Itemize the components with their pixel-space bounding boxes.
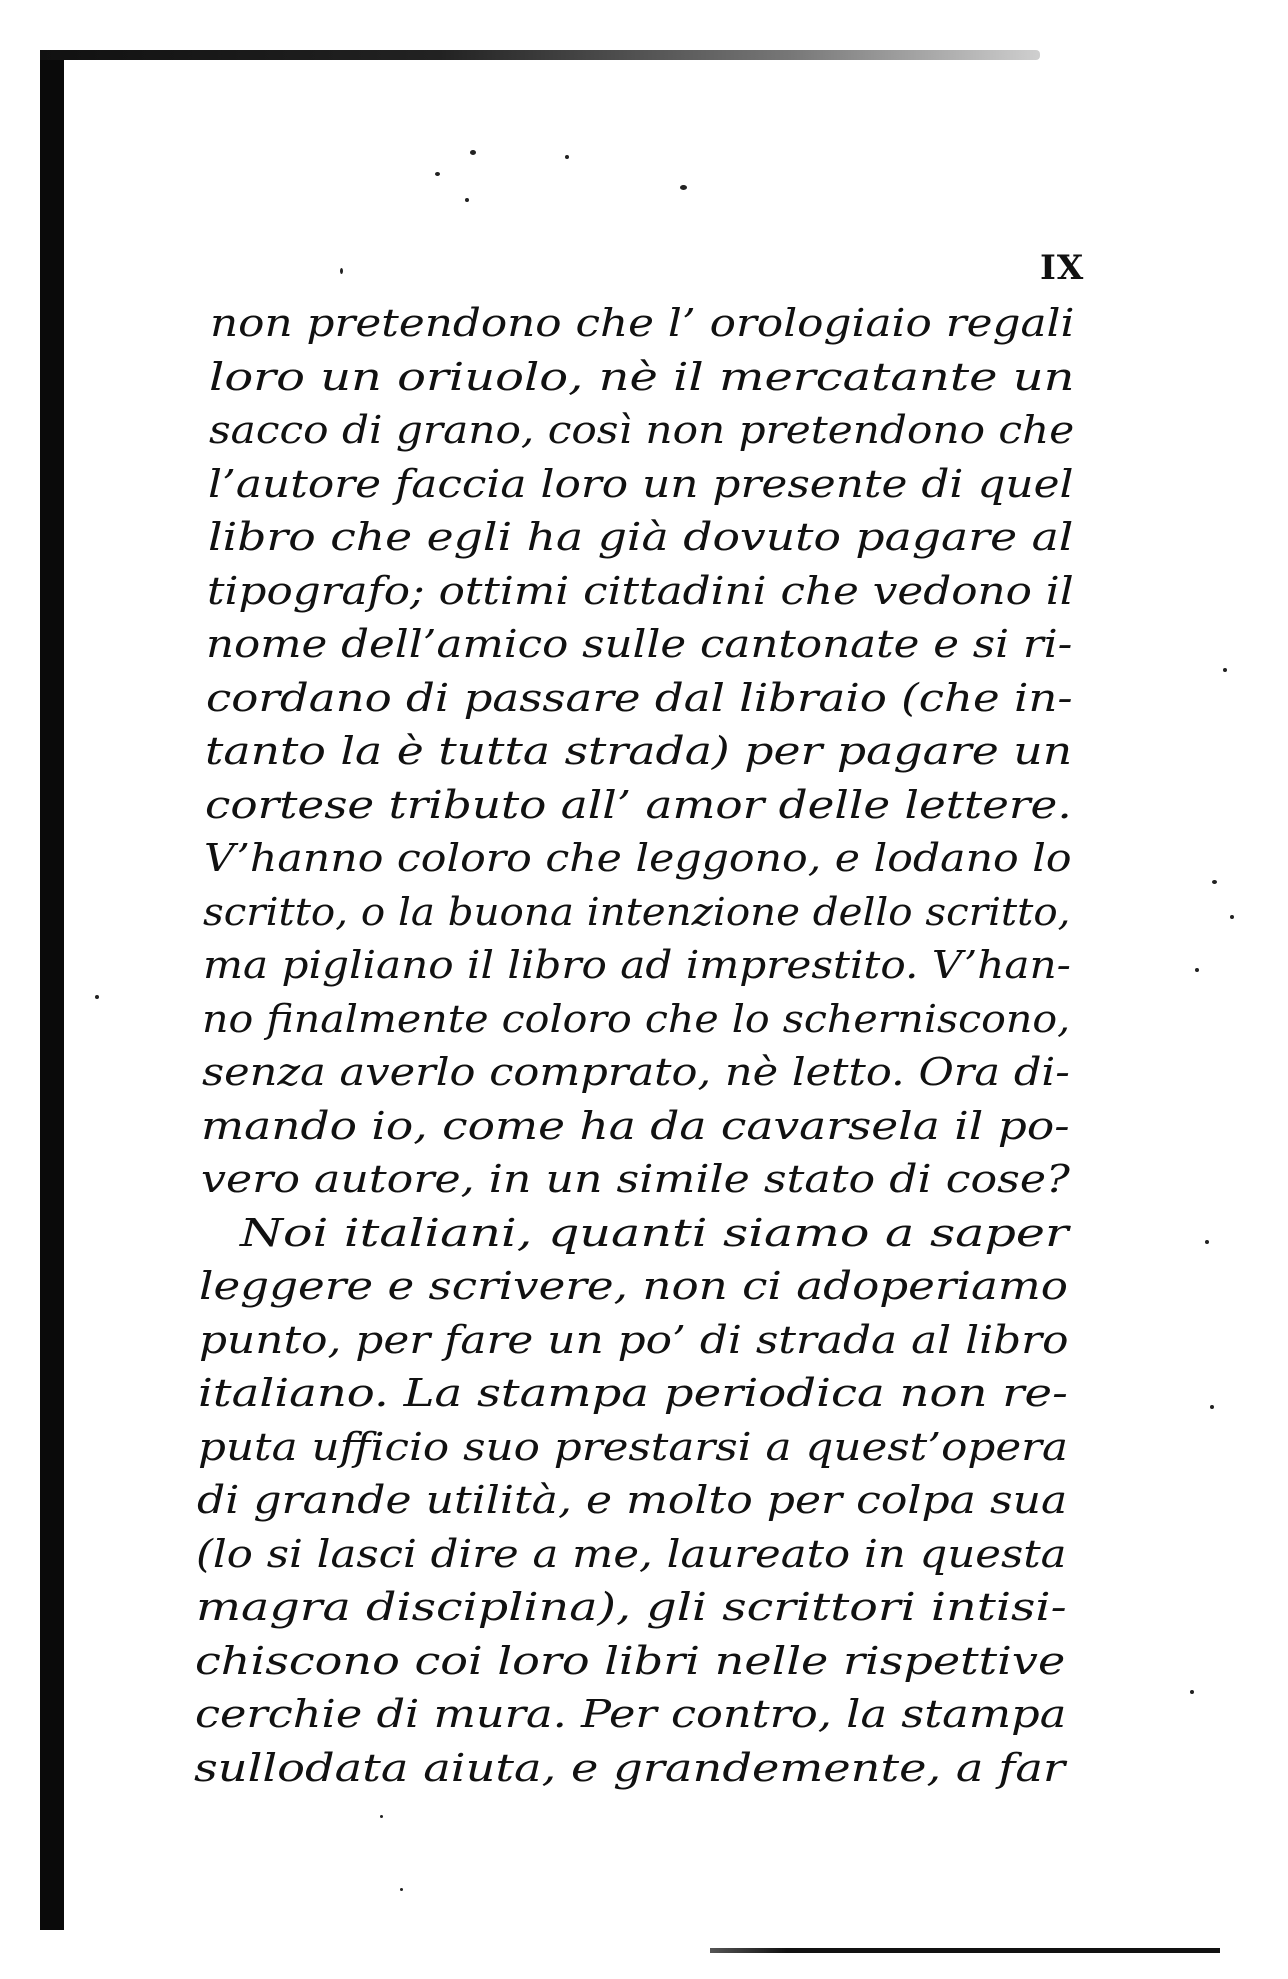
text-line: mando io, come ha da cavarsela il po- [201, 1103, 1070, 1148]
print-speck [95, 995, 99, 999]
print-speck [1223, 668, 1227, 672]
text-line: puta ufficio suo prestarsi a quest’opera [197, 1424, 1068, 1469]
print-speck [1212, 880, 1217, 884]
top-edge-rule [40, 50, 1040, 60]
print-speck [565, 155, 569, 159]
print-speck [470, 150, 476, 155]
bottom-edge-rule [710, 1948, 1220, 1953]
text-line: l’autore faccia loro un presente di quel [208, 461, 1074, 506]
text-line: cordano di passare dal libraio (che in- [205, 675, 1073, 720]
text-line: senza averlo comprato, nè letto. Ora di- [201, 1050, 1070, 1095]
text-line: (lo si lasci dire a me, laureato in questa [196, 1531, 1067, 1576]
text-line: cortese tributo all’ amor delle lettere. [204, 782, 1072, 827]
text-line: chiscono coi loro libri nelle rispettive [195, 1638, 1066, 1683]
text-line: italiano. La stampa periodica non re- [198, 1371, 1068, 1416]
text-line: di grande utilità, e molto per colpa sua [196, 1478, 1068, 1523]
print-speck [380, 1815, 383, 1818]
print-speck [1195, 968, 1199, 972]
text-line: magra disciplina), gli scrittori intisi- [195, 1585, 1067, 1630]
text-line: sullodata aiuta, e grandemente, a far [194, 1746, 1066, 1790]
binding-edge [40, 50, 64, 1930]
text-line: nome dell’amico sulle cantonate e si ri- [206, 622, 1073, 667]
text-line: V’hanno coloro che leggono, e lodano lo [204, 836, 1072, 881]
text-line: cerchie di mura. Per contro, la stampa [194, 1692, 1066, 1737]
text-line: punto, per fare un po’ di strada al libro [198, 1317, 1069, 1362]
text-line: libro che egli ha già dovuto pagare al [207, 515, 1074, 560]
text-line: loro un oriuolo, nè il mercatante un [209, 354, 1075, 399]
text-line: vero autore, in un simile stato di cose? [200, 1157, 1070, 1202]
text-line: scritto, o la buona intenzione dello scritto, [203, 889, 1071, 934]
text-line: leggere e scrivere, non ci adoperiamo [199, 1264, 1069, 1309]
text-line: no finalmente coloro che lo scherniscono, [202, 996, 1071, 1041]
print-speck [1190, 1690, 1194, 1694]
text-line: sacco di grano, così non pretendono che [208, 408, 1075, 453]
text-line: ma pigliano il libro ad imprestito. V’han- [202, 943, 1071, 988]
print-speck [1205, 1240, 1209, 1244]
print-speck [340, 268, 343, 274]
print-speck [400, 1888, 403, 1891]
print-speck [435, 172, 440, 176]
text-line: Noi italiani, quanti siamo a saper [239, 1210, 1069, 1255]
print-speck [1230, 915, 1234, 919]
page-number: IX [1040, 248, 1085, 288]
text-line: non pretendono che l’ orologiaio regali [210, 301, 1075, 345]
text-line: tanto la è tutta strada) per pagare un [205, 729, 1073, 774]
text-line: tipografo; ottimi cittadini che vedono il [207, 568, 1074, 613]
print-speck [465, 198, 469, 202]
print-speck [1210, 1405, 1214, 1409]
print-speck [680, 185, 687, 190]
